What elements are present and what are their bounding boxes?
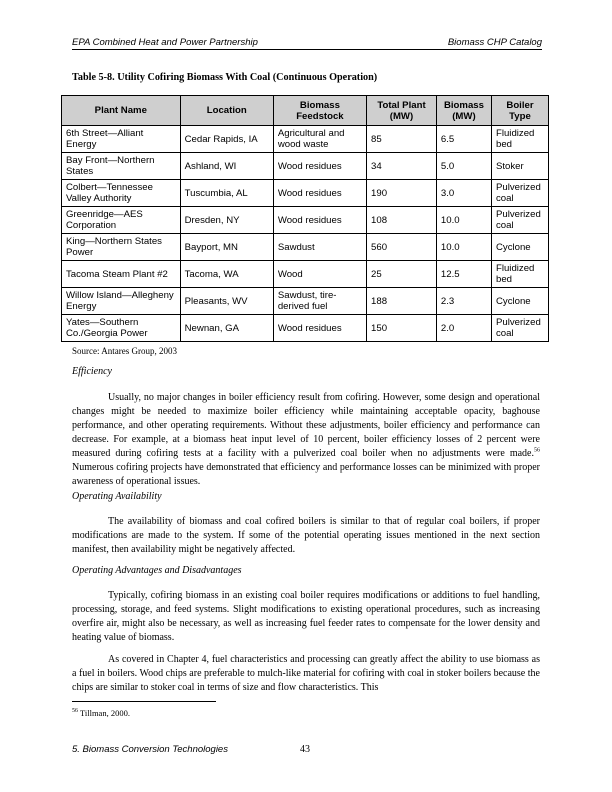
column-header: Location [180, 96, 273, 126]
table-cell: Fluidized bed [491, 126, 548, 153]
table-cell: 190 [367, 180, 437, 207]
table-cell: Willow Island—Allegheny Energy [62, 288, 181, 315]
table-cell: Pleasants, WV [180, 288, 273, 315]
table-cell: King—Northern States Power [62, 234, 181, 261]
footer-chapter: 5. Biomass Conversion Technologies [72, 744, 228, 755]
section-heading-efficiency: Efficiency [72, 366, 112, 377]
table-title: Table 5-8. Utility Cofiring Biomass With Coal (Continuous Operation) [72, 72, 378, 83]
footnote-reference[interactable]: 56 [534, 447, 540, 454]
table-cell: Tuscumbia, AL [180, 180, 273, 207]
table-cell: Bayport, MN [180, 234, 273, 261]
table-row [62, 153, 549, 180]
table-cell: Cyclone [491, 288, 548, 315]
table-header-row [62, 96, 549, 126]
table-row [62, 180, 549, 207]
table-cell: 10.0 [436, 234, 491, 261]
table-cell: Ashland, WI [180, 153, 273, 180]
table-cell: 12.5 [436, 261, 491, 288]
table-cell: Colbert—Tennessee Valley Authority [62, 180, 181, 207]
table-cell: 34 [367, 153, 437, 180]
table-cell: Sawdust [273, 234, 366, 261]
column-header: Biomass Feedstock [273, 96, 366, 126]
paragraph-advantages-1: Typically, cofiring biomass in an existing coal boiler requires modifications or additions to fuel handling, processing, storage, and feed systems. Slight modifications to existing operational procedures, such as increasing overfire air, might also be necessary, as well as increasing fuel feeder rates to compensate for the lower density and heating value of biomass. [72, 590, 540, 643]
column-header: Total Plant (MW) [367, 96, 437, 126]
table-cell: 10.0 [436, 207, 491, 234]
table-cell: 108 [367, 207, 437, 234]
table-cell: Dresden, NY [180, 207, 273, 234]
table-cell: Wood residues [273, 153, 366, 180]
table-cell: 2.0 [436, 315, 491, 342]
page-number: 43 [300, 744, 310, 755]
table-cell: 188 [367, 288, 437, 315]
header-rule [72, 49, 542, 50]
table-row [62, 126, 549, 153]
table-row [62, 207, 549, 234]
table-cell: Tacoma, WA [180, 261, 273, 288]
table-cell: Yates—Southern Co./Georgia Power [62, 315, 181, 342]
table-cell: 2.3 [436, 288, 491, 315]
paragraph-text: Numerous cofiring projects have demonstrated that efficiency and performance losses can be minimized with proper awareness of operational issues. [72, 462, 540, 487]
footnote-text: Tillman, 2000. [78, 708, 130, 718]
section-heading-advantages: Operating Advantages and Disadvantages [72, 565, 242, 576]
column-header: Biomass (MW) [436, 96, 491, 126]
footnote-number: 56 [72, 708, 78, 715]
running-header-right: Biomass CHP Catalog [447, 37, 542, 48]
table-cell: Sawdust, tire-derived fuel [273, 288, 366, 315]
table-row [62, 315, 549, 342]
table-cell: Cyclone [491, 234, 548, 261]
table-cell: Pulverized coal [491, 207, 548, 234]
column-header: Plant Name [62, 96, 181, 126]
footnote [72, 708, 130, 718]
table-cell: Pulverized coal [491, 180, 548, 207]
running-header-left: EPA Combined Heat and Power Partnership [72, 37, 258, 48]
table-cell: Wood residues [273, 207, 366, 234]
paragraph-availability: The availability of biomass and coal cofired boilers is similar to that of regular coal boilers, if proper modifications are made to the system. If some of the potential operating issues mentioned in the next section manifest, then availability might be negatively affected. [72, 516, 540, 555]
paragraph-text: Usually, no major changes in boiler efficiency result from cofiring. However, some design and operational changes might be needed to maximize boiler efficiency while maintaining acceptable opacity, baghouse performance, and other operating requirements. Without these adjustments, boiler efficiency and performance can decrease. For example, at a biomass heat input level of 10 percent, boiler efficiency losses of 2 percent were measured during cofiring tests at a facility with a pulverized coal boiler when no adjustments were made. [72, 392, 540, 459]
footnote-rule [72, 701, 216, 702]
table-cell: 3.0 [436, 180, 491, 207]
table-cell: Wood residues [273, 315, 366, 342]
table-cell: Agricultural and wood waste [273, 126, 366, 153]
section-heading-availability: Operating Availability [72, 491, 162, 502]
table-cell: Wood [273, 261, 366, 288]
cofiring-table [61, 95, 549, 342]
table-cell: 560 [367, 234, 437, 261]
table-cell: Newnan, GA [180, 315, 273, 342]
table-cell: Cedar Rapids, IA [180, 126, 273, 153]
table-row [62, 234, 549, 261]
table-cell: 6th Street—Alliant Energy [62, 126, 181, 153]
table-cell: 5.0 [436, 153, 491, 180]
table-cell: Tacoma Steam Plant #2 [62, 261, 181, 288]
table-cell: 85 [367, 126, 437, 153]
table-cell: Wood residues [273, 180, 366, 207]
table-cell: Fluidized bed [491, 261, 548, 288]
table-source: Source: Antares Group, 2003 [72, 346, 177, 356]
table-row [62, 261, 549, 288]
paragraph-advantages-2: As covered in Chapter 4, fuel characteristics and processing can greatly affect the ability to use biomass as a fuel in boilers. Wood chips are preferable to mulch-like material for cofiring with coal in stoker boilers because the chips are similar to stoker coal in terms of size and flow characteristics. This [72, 654, 540, 693]
table-cell: Greenridge—AES Corporation [62, 207, 181, 234]
table-cell: Stoker [491, 153, 548, 180]
table-cell: Pulverized coal [491, 315, 548, 342]
column-header: Boiler Type [491, 96, 548, 126]
paragraph-efficiency [72, 391, 540, 489]
table-cell: 150 [367, 315, 437, 342]
table-row [62, 288, 549, 315]
table-cell: 25 [367, 261, 437, 288]
table-cell: Bay Front—Northern States [62, 153, 181, 180]
table-cell: 6.5 [436, 126, 491, 153]
